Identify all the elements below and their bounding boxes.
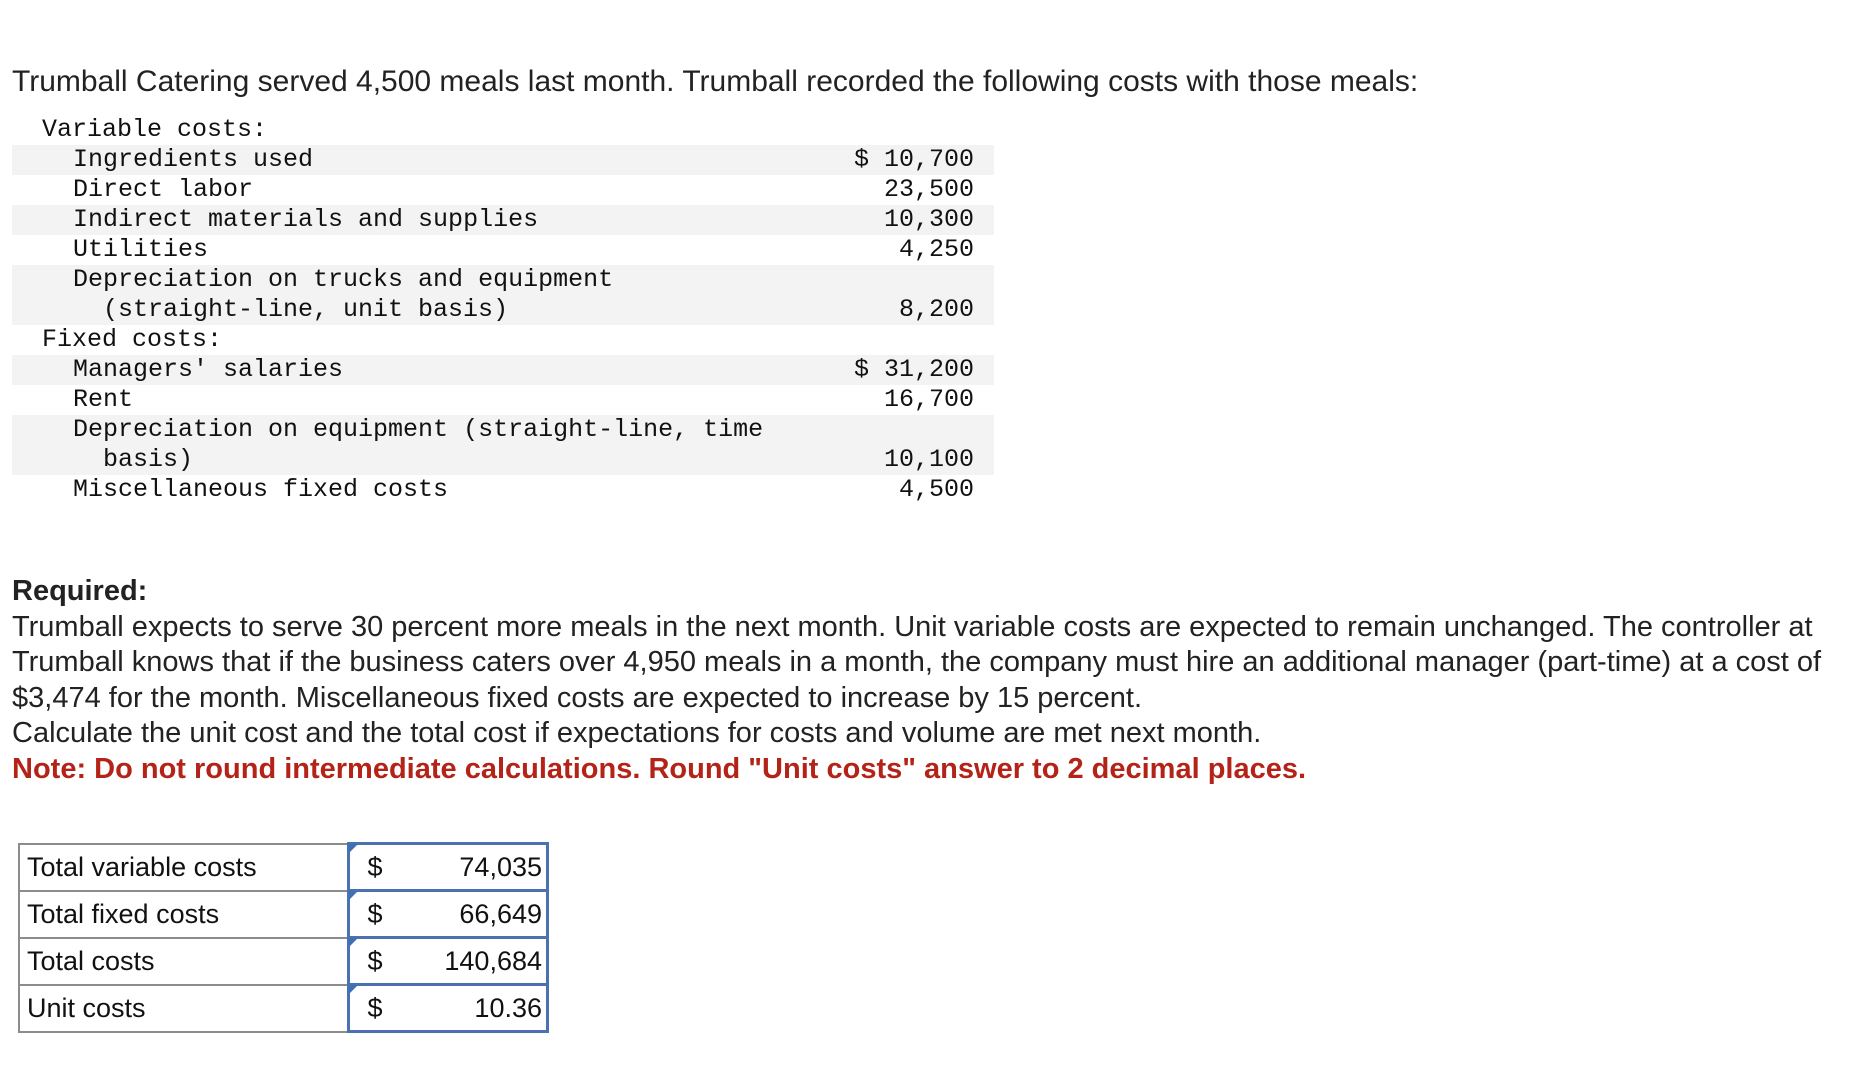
cost-label: Ingredients used (73, 145, 314, 174)
answer-row (19, 938, 548, 985)
required-body: Trumball expects to serve 30 percent more meals in the next month. Unit variable costs are expected to remain unchanged. The controller at Trumball knows that if the business caters over 4,950 meals in a month, the company must hire an additional manager (part-time) at a cost of $3,474 for the month. Miscellaneous fixed costs are expected to increase by 15 percent. (12, 610, 1822, 714)
required-heading: Required: (12, 575, 148, 607)
required-section (12, 574, 1852, 787)
currency-symbol: $ (367, 898, 383, 929)
cost-row (12, 385, 994, 415)
cost-label-continued: basis) (103, 445, 194, 474)
answer-table (18, 842, 549, 1033)
cost-label: Rent (73, 385, 134, 414)
currency-symbol: $ (367, 992, 383, 1023)
required-note: Note: Do not round intermediate calculations. Round "Unit costs" answer to 2 decimal places. (12, 752, 1307, 785)
cost-row (12, 175, 994, 205)
cost-label-continued: (straight-line, unit basis) (103, 295, 509, 324)
cost-row (12, 145, 994, 175)
answer-row (19, 844, 548, 891)
cost-row (12, 355, 994, 385)
cost-amount: 10,300 (883, 205, 974, 234)
cost-row (12, 265, 994, 325)
answer-value[interactable]: 74,035 (459, 851, 542, 882)
answer-input-cell[interactable] (349, 891, 548, 938)
answer-label: Total fixed costs (19, 891, 349, 938)
cost-row (12, 205, 994, 235)
cost-label: Indirect materials and supplies (73, 205, 539, 234)
answer-row (19, 985, 548, 1032)
answer-value[interactable]: 66,649 (459, 898, 542, 929)
cost-amount: $ 10,700 (853, 145, 974, 174)
cell-marker-icon (349, 938, 358, 947)
variable-costs-heading-row (12, 115, 994, 145)
cell-marker-icon (349, 891, 358, 900)
answer-row (19, 891, 548, 938)
cost-amount: 16,700 (883, 385, 974, 414)
answer-input-cell[interactable] (349, 938, 548, 985)
cost-amount: 10,100 (883, 445, 974, 474)
answer-label: Total variable costs (19, 844, 349, 891)
cost-label: Utilities (73, 235, 209, 264)
variable-costs-heading: Variable costs: (42, 115, 268, 144)
cell-marker-icon (349, 985, 358, 994)
required-instruction: Calculate the unit cost and the total cost if expectations for costs and volume are met next month. (12, 717, 1262, 749)
answer-input-cell[interactable] (349, 844, 548, 891)
cost-label: Managers' salaries (73, 355, 344, 384)
currency-symbol: $ (367, 851, 383, 882)
problem-intro: Trumball Catering served 4,500 meals last month. Trumball recorded the following costs with those meals: (12, 65, 1419, 98)
cost-row (12, 475, 994, 505)
cost-amount: 8,200 (898, 295, 974, 324)
answer-value[interactable]: 140,684 (444, 945, 542, 976)
cost-label: Depreciation on equipment (straight-line, time (73, 415, 764, 444)
cell-marker-icon (349, 844, 358, 853)
cost-row (12, 235, 994, 265)
cost-amount: $ 31,200 (853, 355, 974, 384)
currency-symbol: $ (367, 945, 383, 976)
cost-amount: 4,500 (898, 475, 974, 504)
cost-amount: 4,250 (898, 235, 974, 264)
cost-label: Depreciation on trucks and equipment (73, 265, 614, 294)
cost-label: Miscellaneous fixed costs (73, 475, 449, 504)
fixed-costs-heading-row (12, 325, 994, 355)
cost-table (12, 115, 994, 505)
fixed-costs-heading: Fixed costs: (42, 325, 223, 354)
answer-input-cell[interactable] (349, 985, 548, 1032)
cost-amount: 23,500 (883, 175, 974, 204)
answer-label: Total costs (19, 938, 349, 985)
cost-label: Direct labor (73, 175, 254, 204)
cost-row (12, 415, 994, 475)
answer-label: Unit costs (19, 985, 349, 1032)
answer-value[interactable]: 10.36 (474, 992, 542, 1023)
